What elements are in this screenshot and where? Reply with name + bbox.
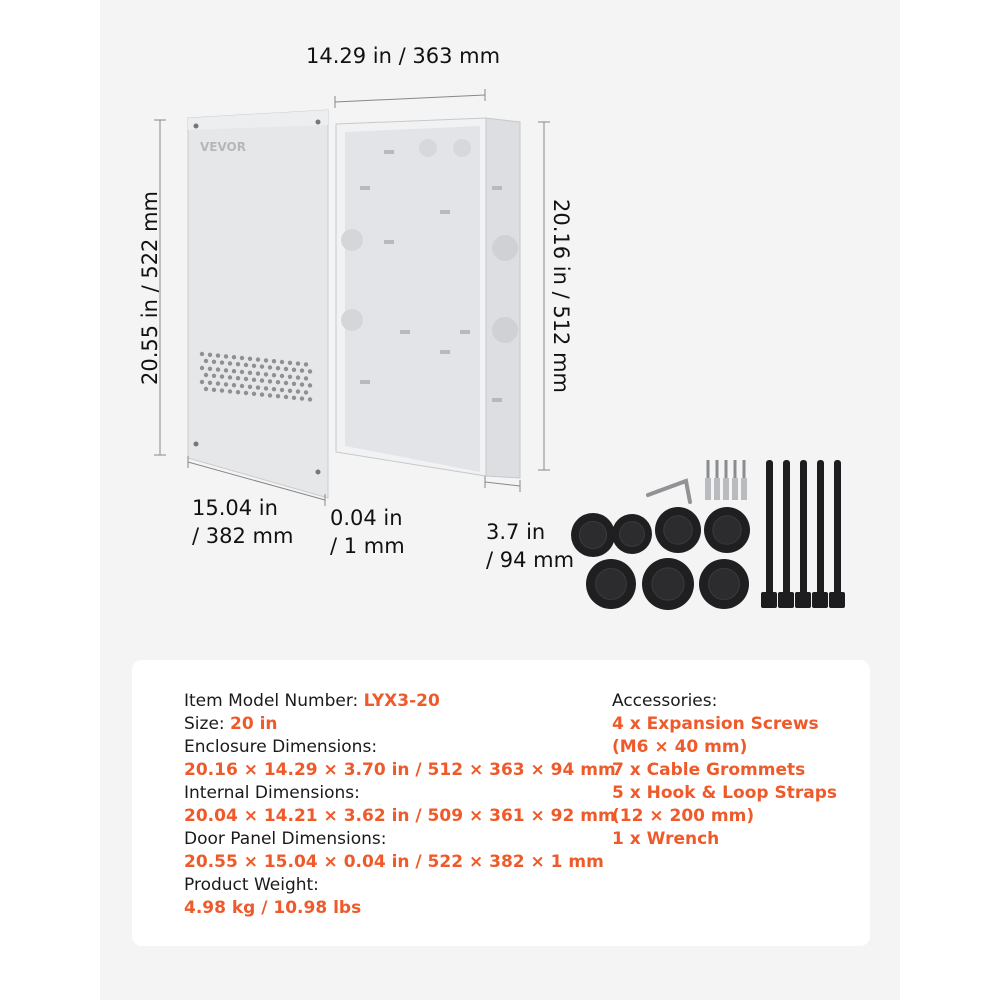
spec-size (184, 713, 616, 736)
vent-hole (300, 396, 304, 400)
vent-hole (232, 369, 236, 373)
knockout (419, 139, 437, 157)
vent-hole (292, 396, 296, 400)
vent-hole (244, 377, 248, 381)
vent-hole (220, 360, 224, 364)
spec-weight-value: 4.98 kg / 10.98 lbs (184, 898, 362, 918)
spec-internal-label: Internal Dimensions: (184, 783, 360, 803)
grommet-center (579, 521, 606, 548)
vent-hole (284, 367, 288, 371)
vent-hole (252, 378, 256, 382)
spec-weight-label: Product Weight: (184, 875, 319, 895)
vent-hole (200, 380, 204, 384)
vent-hole (304, 362, 308, 366)
strap (834, 460, 841, 595)
accessories-label: Accessories: (612, 691, 718, 711)
mounting-slot (440, 210, 450, 214)
dimension-door-width-line1: 15.04 in (192, 496, 278, 520)
vent-hole (216, 381, 220, 385)
vent-hole (276, 394, 280, 398)
strap (783, 460, 790, 595)
mounting-slot (492, 186, 502, 190)
screw-anchor (741, 478, 747, 500)
vent-hole (244, 363, 248, 367)
spec-enclosure-label: Enclosure Dimensions: (184, 737, 378, 757)
strap-buckle (761, 592, 777, 608)
vent-hole (240, 384, 244, 388)
vent-hole (228, 389, 232, 393)
enclosure-side-wall (486, 118, 520, 478)
vent-hole (256, 371, 260, 375)
expansion-screws-icon (705, 460, 747, 500)
strap-buckle (829, 592, 845, 608)
vent-hole (280, 374, 284, 378)
grommet-center (596, 569, 627, 600)
spec-model-label: Item Model Number: (184, 691, 364, 711)
vent-hole (204, 373, 208, 377)
strap (800, 460, 807, 595)
hook-loop-straps-icon (761, 460, 845, 608)
spec-door-label: Door Panel Dimensions: (184, 829, 387, 849)
mounting-slot (384, 240, 394, 244)
strap-buckle (795, 592, 811, 608)
vent-hole (212, 374, 216, 378)
dimension-left-height: 20.55 in / 522 mm (138, 190, 162, 386)
spec-list (184, 690, 616, 920)
door-screw (316, 470, 321, 475)
mounting-slot (400, 330, 410, 334)
vent-hole (220, 374, 224, 378)
vent-hole (284, 381, 288, 385)
dimension-door-thickness-line1: 0.04 in (330, 506, 403, 530)
door-screw (194, 124, 199, 129)
vent-hole (288, 375, 292, 379)
vent-hole (308, 369, 312, 373)
spec-size-value: 20 in (230, 714, 278, 734)
vent-hole (260, 392, 264, 396)
strap-buckle (812, 592, 828, 608)
dimension-top-width: 14.29 in / 363 mm (306, 44, 501, 68)
vent-hole (268, 365, 272, 369)
mounting-slot (384, 150, 394, 154)
vent-hole (236, 390, 240, 394)
vent-hole (280, 388, 284, 392)
vent-hole (236, 362, 240, 366)
vent-hole (252, 364, 256, 368)
dimension-door-width (192, 494, 293, 550)
knockout (453, 139, 471, 157)
accessory-item: 4 x Expansion Screws (612, 714, 819, 734)
vent-hole (248, 357, 252, 361)
mounting-slot (360, 380, 370, 384)
strap (766, 460, 773, 595)
spec-size-label: Size: (184, 714, 231, 734)
vent-hole (244, 391, 248, 395)
vent-hole (284, 395, 288, 399)
dimension-depth-line2: / 94 mm (486, 548, 575, 572)
dimension-door-thickness-line2: / 1 mm (330, 534, 405, 558)
vent-hole (272, 387, 276, 391)
vent-hole (212, 388, 216, 392)
screw-anchor (723, 478, 729, 500)
vent-hole (204, 387, 208, 391)
strap (817, 460, 824, 595)
vent-hole (224, 368, 228, 372)
vent-hole (212, 360, 216, 364)
mounting-slot (440, 350, 450, 354)
grommet-center (664, 516, 693, 545)
screw-anchor (714, 478, 720, 500)
brand-logo: VEVOR (200, 140, 247, 154)
vent-hole (240, 370, 244, 374)
accessory-item: (12 × 200 mm) (612, 806, 755, 826)
mounting-slot (460, 330, 470, 334)
vent-hole (292, 368, 296, 372)
vent-hole (264, 386, 268, 390)
door-screw (194, 442, 199, 447)
knockout (341, 229, 363, 251)
wrench-icon (648, 481, 690, 502)
vent-hole (308, 383, 312, 387)
accessory-item: (M6 × 40 mm) (612, 737, 748, 757)
vent-hole (304, 390, 308, 394)
dimension-depth-line1: 3.7 in (486, 520, 546, 544)
vent-hole (240, 356, 244, 360)
vent-hole (200, 352, 204, 356)
vent-hole (248, 385, 252, 389)
vent-hole (304, 376, 308, 380)
spec-door-value: 20.55 × 15.04 × 0.04 in / 522 × 382 × 1 mm (184, 852, 604, 872)
vent-hole (296, 375, 300, 379)
vent-hole (296, 361, 300, 365)
vent-hole (232, 355, 236, 359)
vent-hole (268, 379, 272, 383)
vent-hole (224, 354, 228, 358)
enclosure-back-wall (345, 126, 480, 472)
vent-hole (260, 364, 264, 368)
spec-model (184, 690, 616, 713)
accessory-item: 7 x Cable Grommets (612, 760, 806, 780)
vent-hole (288, 361, 292, 365)
vent-hole (248, 371, 252, 375)
vent-hole (200, 366, 204, 370)
grommet-center (652, 568, 684, 600)
dimension-door-thickness (330, 504, 405, 560)
knockout (341, 309, 363, 331)
spec-model-value: LYX3-20 (363, 691, 440, 711)
vent-hole (280, 360, 284, 364)
vent-hole (296, 389, 300, 393)
accessory-item: 5 x Hook & Loop Straps (612, 783, 837, 803)
screw-anchor (705, 478, 711, 500)
vent-hole (264, 372, 268, 376)
spec-enclosure-value: 20.16 × 14.29 × 3.70 in / 512 × 363 × 94 mm (184, 760, 616, 780)
grommet-center (620, 522, 645, 547)
mounting-slot (360, 186, 370, 190)
vent-hole (276, 380, 280, 384)
knockout (492, 235, 518, 261)
screw-anchor (732, 478, 738, 500)
accessories-list (612, 690, 837, 851)
vent-hole (292, 382, 296, 386)
vent-hole (268, 393, 272, 397)
vent-hole (260, 378, 264, 382)
door-panel (188, 110, 328, 498)
vent-hole (216, 353, 220, 357)
strap-buckle (778, 592, 794, 608)
vent-hole (272, 373, 276, 377)
vent-hole (272, 359, 276, 363)
vent-hole (216, 367, 220, 371)
cable-grommets-icon (571, 507, 750, 610)
vent-hole (264, 358, 268, 362)
grommet-center (713, 516, 742, 545)
vent-hole (256, 357, 260, 361)
vent-hole (288, 389, 292, 393)
vent-hole (208, 381, 212, 385)
knockout (492, 317, 518, 343)
vent-hole (228, 375, 232, 379)
mounting-slot (492, 398, 502, 402)
vent-hole (228, 361, 232, 365)
vent-hole (208, 353, 212, 357)
dimension-right-height: 20.16 in / 512 mm (549, 198, 573, 394)
grommet-center (709, 569, 740, 600)
vent-hole (204, 359, 208, 363)
vent-hole (300, 382, 304, 386)
dimension-door-width-line2: / 382 mm (192, 524, 294, 548)
vent-hole (252, 392, 256, 396)
vent-hole (208, 367, 212, 371)
accessory-item: 1 x Wrench (612, 829, 720, 849)
door-screw (316, 120, 321, 125)
vent-hole (276, 366, 280, 370)
vent-hole (232, 383, 236, 387)
dimension-depth (486, 518, 574, 574)
vent-hole (220, 388, 224, 392)
spec-internal-value: 20.04 × 14.21 × 3.62 in / 509 × 361 × 92 mm (184, 806, 616, 826)
vent-hole (308, 397, 312, 401)
vent-hole (236, 376, 240, 380)
vent-hole (300, 368, 304, 372)
vent-hole (224, 382, 228, 386)
vent-hole (256, 385, 260, 389)
